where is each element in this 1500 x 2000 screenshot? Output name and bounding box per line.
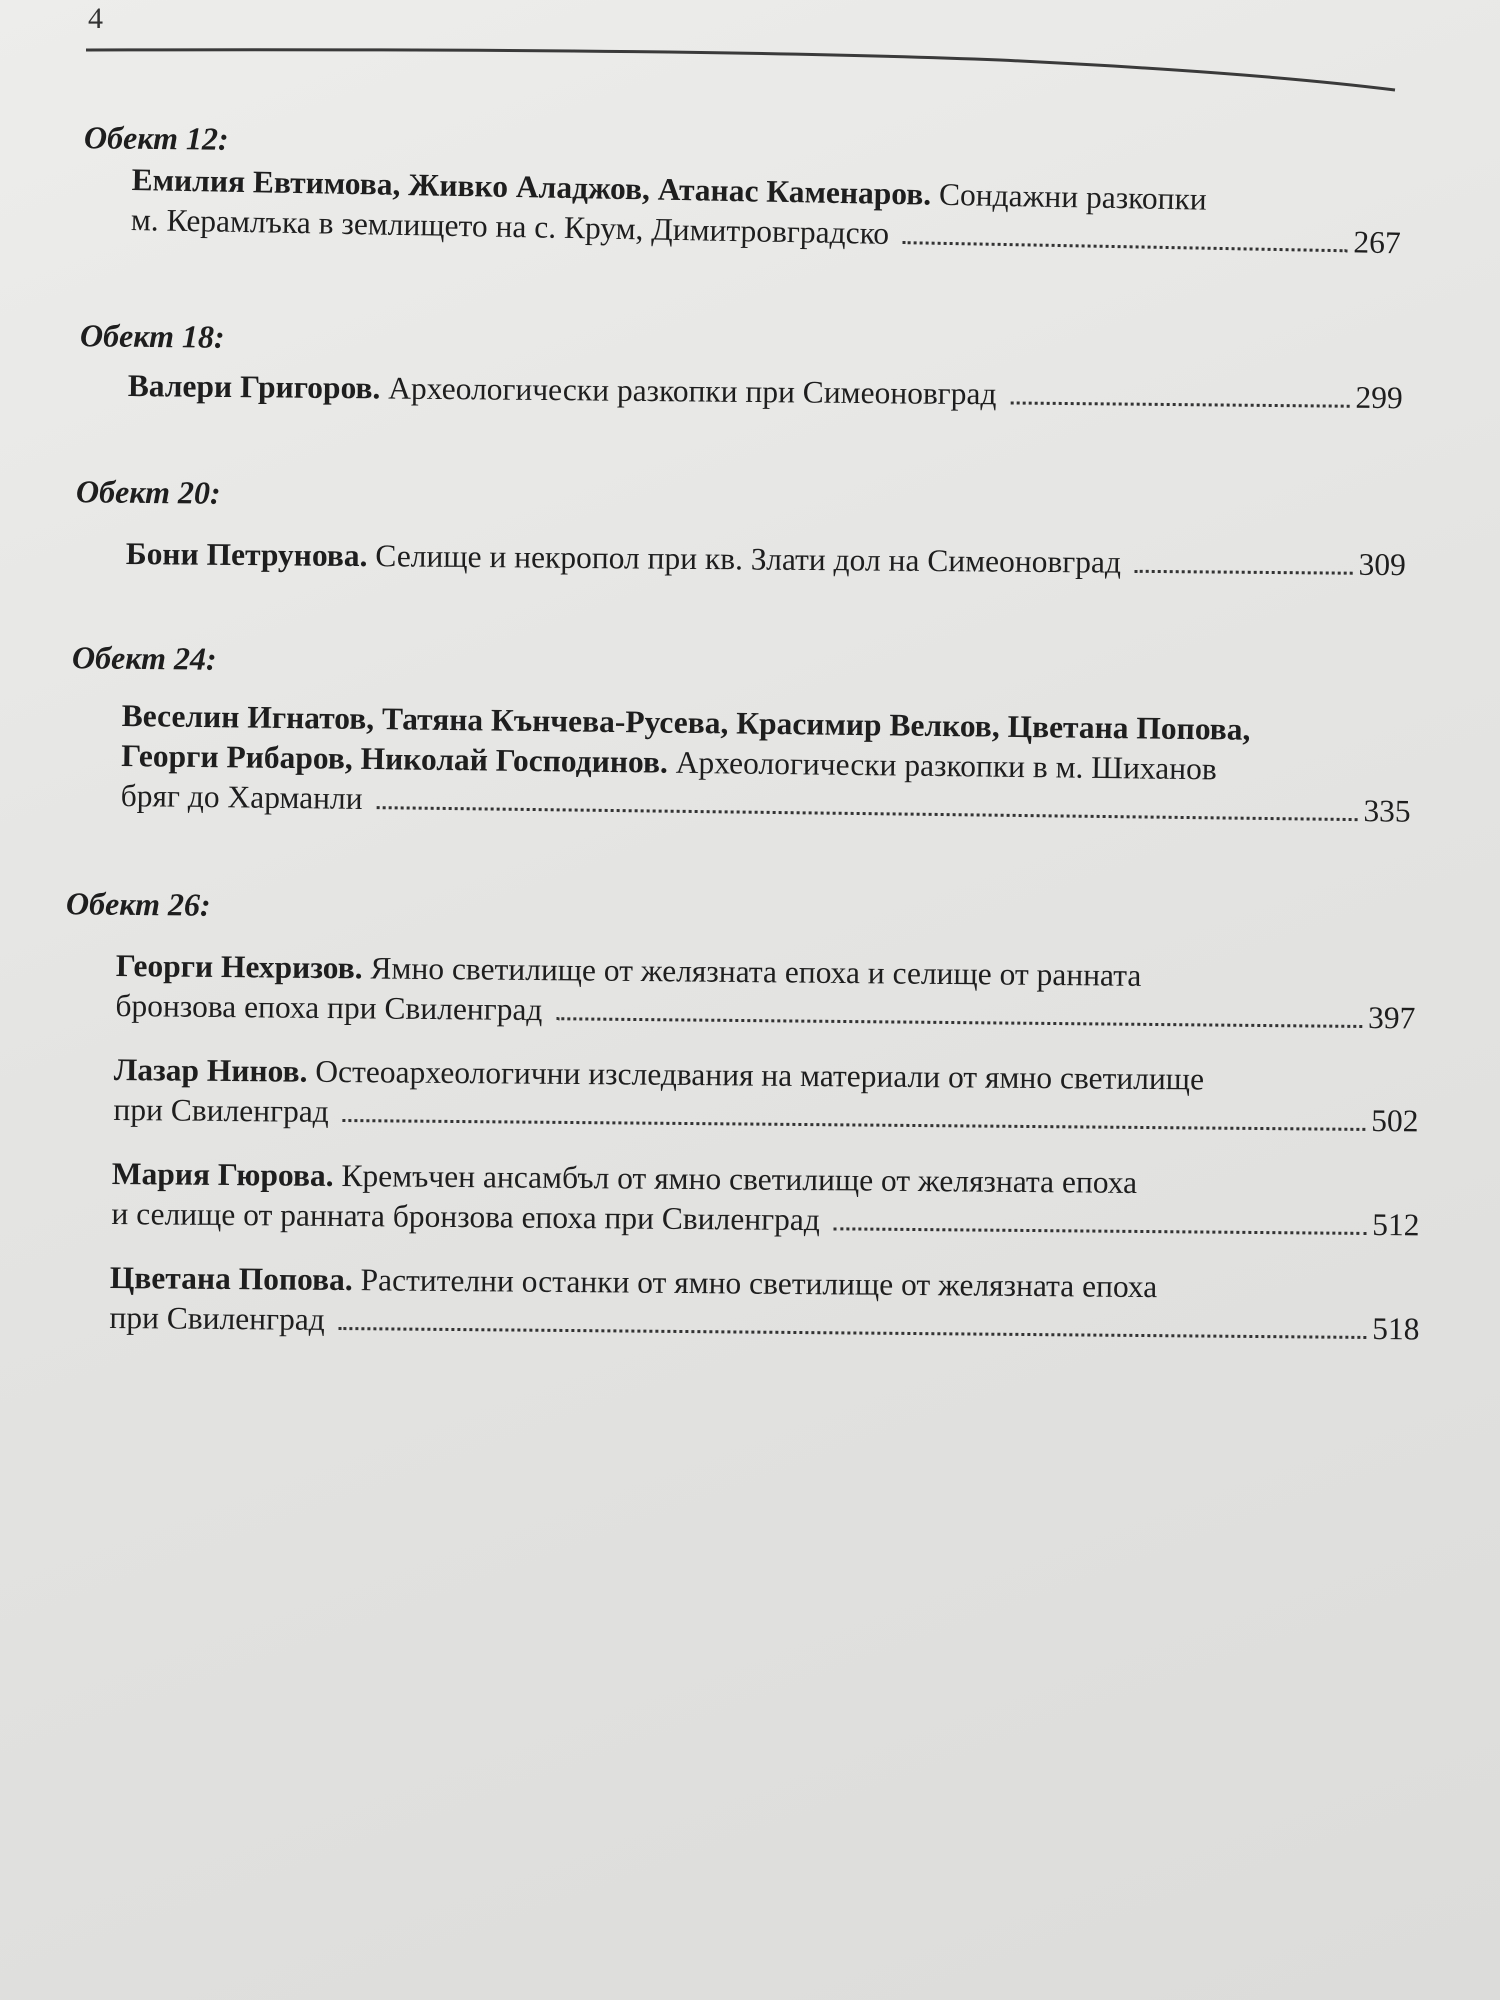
section-heading-24	[72, 639, 217, 678]
entry-authors: Мария Гюрова.	[111, 1155, 334, 1193]
section-heading-18	[80, 317, 225, 356]
leader-dots	[903, 241, 1347, 252]
leader-dots	[1010, 401, 1349, 407]
toc-entry[interactable]	[113, 1050, 1419, 1141]
entry-title-line2: при Свиленград	[113, 1091, 329, 1129]
leader-dots	[556, 1017, 1362, 1028]
entry-page-number: 267	[1353, 224, 1402, 261]
entry-authors: Лазар Нинов.	[113, 1051, 308, 1089]
entry-authors: Цветана Попова.	[109, 1259, 353, 1298]
entry-title-line1: Археологически разкопки при Симеоновград	[388, 370, 997, 412]
entry-page-number: 502	[1371, 1102, 1419, 1139]
section-heading-label: Обект 20	[75, 473, 211, 511]
section-heading-colon: :	[213, 318, 225, 355]
section-heading-colon: :	[199, 886, 211, 923]
section-heading-12	[84, 119, 229, 158]
toc-entry[interactable]	[126, 534, 1406, 585]
entry-title-line1: Сондажни разкопки	[938, 176, 1208, 217]
entry-title-line1: Ямно светилище от желязната епоха и селище от ранната	[370, 950, 1142, 993]
page-number: 4	[88, 2, 103, 35]
entry-page-number: 512	[1372, 1207, 1420, 1243]
section-heading-20	[76, 473, 221, 512]
entry-title-line2: бряг до Харманли	[120, 777, 363, 816]
leader-dots	[1135, 570, 1353, 575]
entry-authors-line1: Веселин Игнатов, Татяна Кънчева-Русева, Красимир Велков, Цветана Попова,	[121, 697, 1251, 747]
toc-entry[interactable]	[109, 1258, 1420, 1349]
entry-page-number: 397	[1367, 1000, 1416, 1036]
leader-dots	[343, 1119, 1365, 1131]
entry-title-line1: Растителни останки от ямно светилище от желязната епоха	[360, 1262, 1158, 1305]
entry-title-line2: при Свиленград	[109, 1299, 325, 1337]
entry-title-line2: и селище от ранната бронзова епоха при Свиленград	[111, 1195, 820, 1238]
toc-entry[interactable]	[131, 160, 1402, 263]
section-heading-label: Обект 26	[65, 885, 201, 923]
section-heading-label: Обект 24	[71, 639, 207, 677]
section-heading-26	[66, 885, 211, 924]
section-heading-colon: :	[205, 640, 217, 677]
section-heading-colon: :	[209, 474, 221, 511]
entry-authors: Валери Григоров.	[127, 367, 381, 406]
entry-title-line1: Кремъчен ансамбъл от ямно светилище от желязната епоха	[341, 1158, 1138, 1200]
section-heading-label: Обект 18	[79, 317, 215, 355]
entry-authors-line2: Георги Рибаров, Николай Господинов.	[121, 737, 669, 780]
toc-entry[interactable]	[111, 1154, 1420, 1245]
entry-page-number: 299	[1355, 379, 1403, 416]
entry-title-line1: Селище и некропол при кв. Злати дол на Симеоновград	[375, 538, 1122, 580]
entry-title-line2: бронзова епоха при Свиленград	[115, 987, 543, 1028]
section-heading-colon: :	[217, 120, 229, 157]
leader-dots	[376, 806, 1357, 821]
section-heading-label: Обект 12	[83, 119, 219, 157]
entry-page-number: 335	[1363, 793, 1411, 829]
entry-page-number: 309	[1358, 546, 1406, 583]
entry-authors: Емилия Евтимова, Живко Аладжов, Атанас Каменаров.	[131, 161, 932, 212]
entry-authors: Бони Петрунова.	[125, 535, 368, 574]
toc-entry[interactable]	[128, 366, 1403, 418]
entry-title-line1: Остеоархеологични изследвания на материали от ямно светилище	[315, 1053, 1205, 1097]
leader-dots	[834, 1227, 1366, 1235]
toc-entry[interactable]	[121, 696, 1412, 832]
entry-title-line1: Археологически разкопки в м. Шиханов	[675, 744, 1217, 787]
entry-title-line2: м. Керамлъка в землището на с. Крум, Димитровградско	[130, 201, 890, 251]
leader-dots	[339, 1327, 1366, 1339]
toc-entry[interactable]	[115, 946, 1416, 1038]
entry-page-number: 518	[1372, 1311, 1420, 1347]
entry-authors: Георги Нехризов.	[115, 947, 363, 986]
